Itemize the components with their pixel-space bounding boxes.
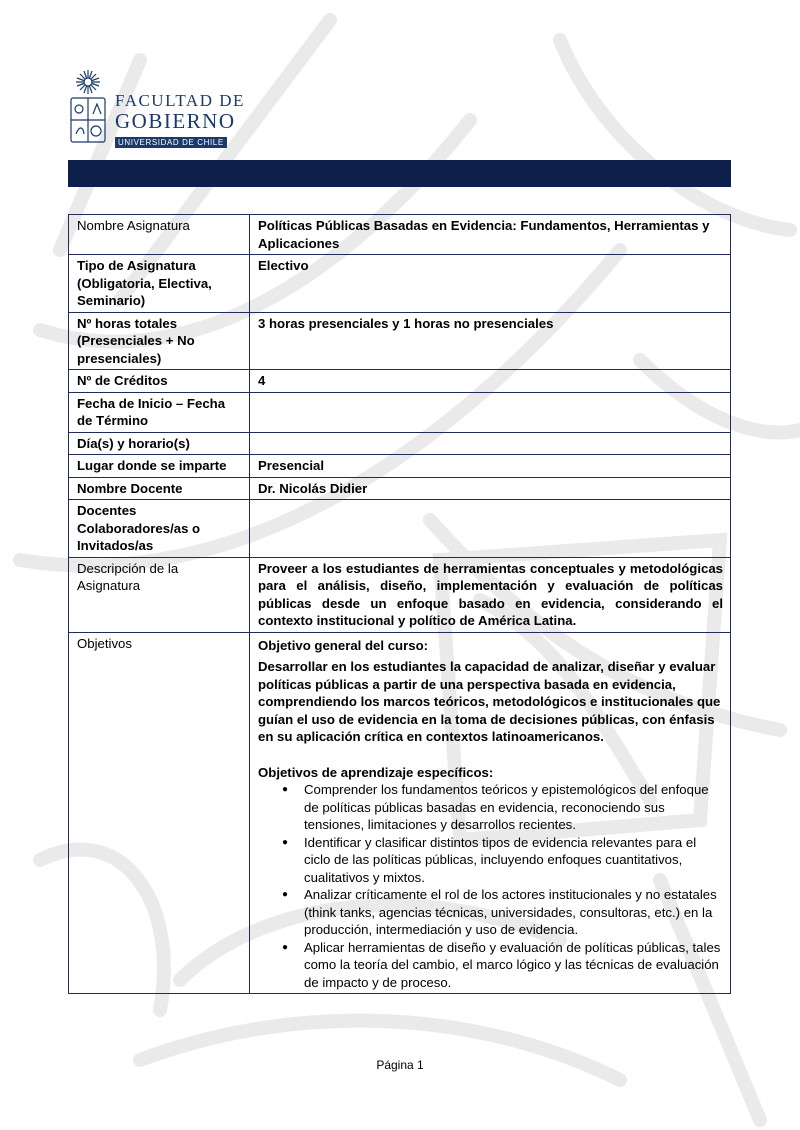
value-lugar: Presencial — [250, 455, 731, 478]
table-row — [69, 455, 731, 478]
value-fecha-inicio-termino — [250, 392, 731, 432]
label-nombre-docente: Nombre Docente — [69, 477, 250, 500]
label-creditos: Nº de Créditos — [69, 370, 250, 393]
label-descripcion: Descripción de la Asignatura — [69, 557, 250, 632]
table-row — [69, 432, 731, 455]
list-item: ● Identificar y clasificar distintos tipos de evidencia relevantes para el ciclo de las políticas públicas, incluyendo enfoques cuantitativos, cualitativos y mixtos. — [258, 834, 723, 887]
value-tipo-asignatura: Electivo — [250, 255, 731, 313]
table-row — [69, 632, 731, 994]
label-objetivos: Objetivos — [69, 632, 250, 994]
label-docentes-colaboradores: Docentes Colaboradores/as o Invitados/as — [69, 500, 250, 558]
table-row — [69, 477, 731, 500]
objetivos-especificos-list — [258, 781, 723, 991]
table-row — [69, 370, 731, 393]
label-nombre-asignatura: Nombre Asignatura — [69, 215, 250, 255]
value-docentes-colaboradores — [250, 500, 731, 558]
objetivo-general-title: Objetivo general del curso: — [258, 637, 429, 653]
table-row — [69, 392, 731, 432]
logo-university-band: UNIVERSIDAD DE CHILE — [115, 137, 227, 148]
faculty-logo-text — [115, 92, 245, 150]
table-row — [69, 215, 731, 255]
list-item: ● Analizar críticamente el rol de los actores institucionales y no estatales (think tanks, agencias técnicas, universidades, consultoras, etc.) en la producción, intermediación y uso de evidencia. — [258, 886, 723, 939]
label-fecha-inicio-termino: Fecha de Inicio – Fecha de Término — [69, 392, 250, 432]
table-row — [69, 500, 731, 558]
list-item: ● Aplicar herramientas de diseño y evaluación de políticas públicas, tales como la teoría del cambio, el marco lógico y las técnicas de evaluación de impacto y de proceso. — [258, 939, 723, 992]
label-tipo-asignatura: Tipo de Asignatura (Obligatoria, Electiva, Seminario) — [69, 255, 250, 313]
course-info-table — [68, 214, 731, 994]
logo-line-1: FACULTAD DE — [115, 91, 245, 110]
program-banner: MAGÍSTER EN [INSERTE NOMBRE DE PROGRAMA] — [68, 160, 731, 187]
label-dias-horario: Día(s) y horario(s) — [69, 432, 250, 455]
value-dias-horario — [250, 432, 731, 455]
value-descripcion: Proveer a los estudiantes de herramientas conceptuales y metodológicas para el análisis, diseño, implementación y evaluación de políticas públicas desde un enfoque basado en evidencia, considerando el contexto institucional y político de América Latina. — [250, 557, 731, 632]
table-row — [69, 312, 731, 370]
table-row — [69, 255, 731, 313]
page-number: Página 1 — [376, 1058, 424, 1072]
list-item: ● Comprender los fundamentos teóricos y epistemológicos del enfoque de políticas públicas basadas en evidencia, reconociendo sus tensiones, limitaciones y desarrollos recientes. — [258, 781, 723, 834]
label-horas-totales: Nº horas totales (Presenciales + No presenciales) — [69, 312, 250, 370]
value-objetivos — [250, 632, 731, 994]
objetivos-especificos-title: Objetivos de aprendizaje específicos: — [258, 764, 494, 780]
logo-line-2: GOBIERNO — [115, 109, 236, 133]
value-creditos: 4 — [250, 370, 731, 393]
value-nombre-docente: Dr. Nicolás Didier — [250, 477, 731, 500]
table-row — [69, 557, 731, 632]
value-nombre-asignatura: Políticas Públicas Basadas en Evidencia: Fundamentos, Herramientas y Aplicaciones — [250, 215, 731, 255]
objetivo-general-text: Desarrollar en los estudiantes la capacidad de analizar, diseñar y evaluar políticas públicas a partir de una perspectiva basada en evidencia, comprendiendo los marcos teóricos, metodológicos e institucionales que guían el uso de evidencia en la toma de decisiones públicas, con énfasis en su aplicación crítica en contextos latinoamericanos. — [258, 659, 721, 744]
value-horas-totales: 3 horas presenciales y 1 horas no presenciales — [250, 312, 731, 370]
label-lugar: Lugar donde se imparte — [69, 455, 250, 478]
